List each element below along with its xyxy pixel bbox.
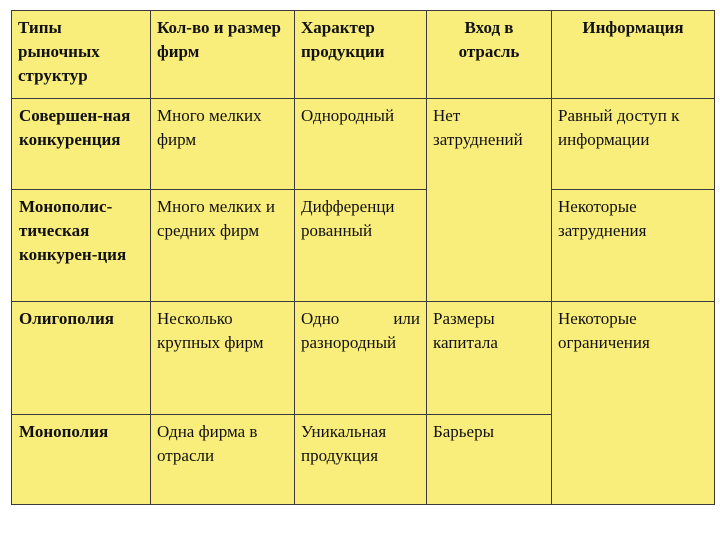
table-row-monopolistic-competition: [12, 190, 715, 302]
header-entry: Вход в отрасль: [427, 11, 552, 99]
header-market-type: Типы рыночных структур: [12, 11, 151, 99]
cell-info-merged: Некоторые ограничения: [552, 302, 715, 505]
header-row: [12, 11, 715, 99]
cell-info: Равный доступ к информации: [552, 99, 715, 190]
cell-product: Однородный: [295, 99, 427, 190]
cell-firms: Много мелких и средних фирм: [151, 190, 295, 302]
table-row-oligopoly: [12, 302, 715, 415]
cell-entry: Барьеры: [427, 415, 552, 505]
cell-type: Монополия: [12, 415, 151, 505]
header-information: Информация: [552, 11, 715, 99]
table-row-perfect-competition: [12, 99, 715, 190]
cell-product-text: Одно или разнородный: [301, 309, 420, 352]
market-structures-table-wrap: [11, 10, 715, 505]
header-firms: Кол-во и размер фирм: [151, 11, 295, 99]
cell-firms: Одна фирма в отрасли: [151, 415, 295, 505]
cell-type: Монополис-тическая конкурен-ция: [12, 190, 151, 302]
cell-product: Дифференци рованный: [295, 190, 427, 302]
cell-type: Совершен-ная конкуренция: [12, 99, 151, 190]
cell-type: Олигополия: [12, 302, 151, 415]
cell-product: [295, 302, 427, 415]
cell-product: Уникальная продукция: [295, 415, 427, 505]
market-structures-table: [11, 10, 715, 505]
cell-entry-merged: Нет затруднений: [427, 99, 552, 302]
cell-entry: Размеры капитала: [427, 302, 552, 415]
cell-firms: Много мелких фирм: [151, 99, 295, 190]
header-product: Характер продукции: [295, 11, 427, 99]
cell-info: Некоторые затруднения: [552, 190, 715, 302]
cell-firms: Несколько крупных фирм: [151, 302, 295, 415]
